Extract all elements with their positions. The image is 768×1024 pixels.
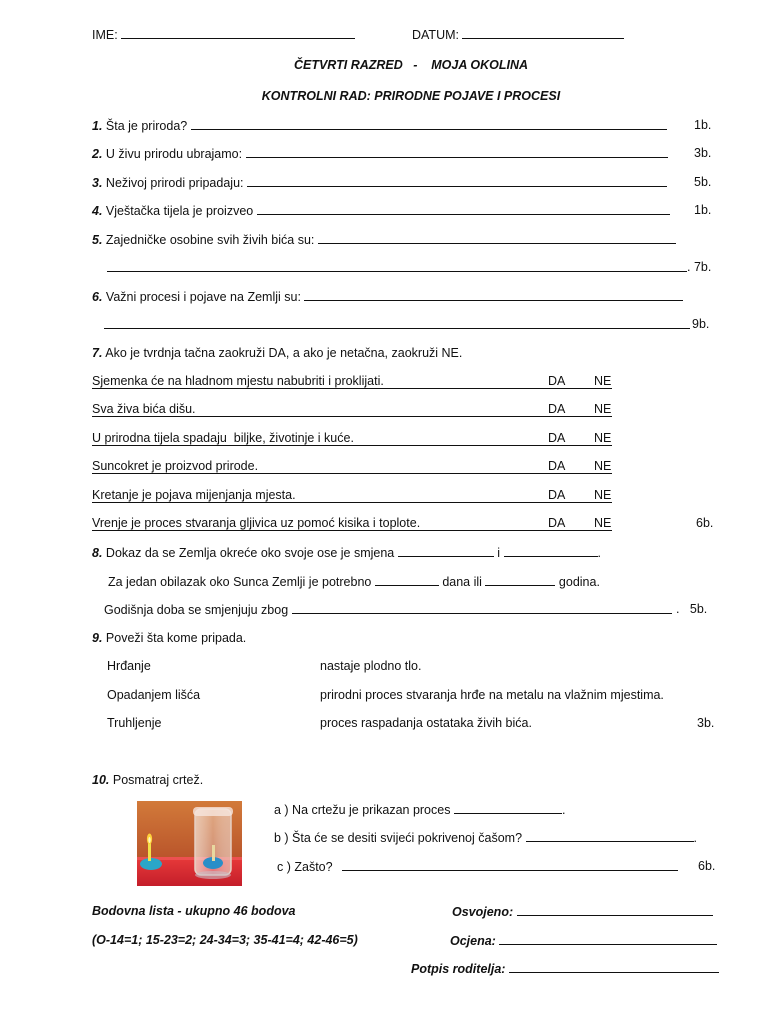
answer-field-8c[interactable] bbox=[375, 573, 439, 586]
no-option[interactable]: NE bbox=[594, 374, 612, 388]
answer-field-1[interactable] bbox=[191, 117, 667, 130]
score-title: Bodovna lista - ukupno 46 bodova bbox=[92, 904, 296, 918]
statement-1: Sjemenka će na hladnom mjestu nabubriti i proklijati. bbox=[92, 374, 384, 388]
answer-line-6b bbox=[104, 316, 690, 333]
statement-5: Kretanje je pojava mijenjanja mjesta. bbox=[92, 488, 296, 502]
question-text: . bbox=[561, 803, 566, 817]
no-option[interactable]: NE bbox=[594, 431, 612, 445]
question-number: 9. bbox=[92, 631, 103, 645]
question-8-line1 bbox=[92, 544, 601, 561]
points-2: 3b. bbox=[694, 146, 712, 160]
question-number: 10. bbox=[92, 773, 110, 787]
q10-c bbox=[277, 858, 678, 875]
answer-field-5b[interactable] bbox=[107, 259, 687, 272]
question-number: 2. bbox=[92, 147, 103, 161]
match-left-2[interactable]: Opadanjem lišća bbox=[107, 688, 201, 702]
question-number: 3. bbox=[92, 176, 103, 190]
question-text: Godišnja doba se smjenjuju zbog bbox=[104, 603, 289, 617]
question-text: i bbox=[497, 546, 501, 560]
question-number: 8. bbox=[92, 546, 103, 560]
question-10 bbox=[92, 772, 203, 788]
question-text: Šta je priroda? bbox=[105, 119, 188, 133]
statement-3: U prirodna tijela spadaju biljke, životinje i kuće. bbox=[92, 431, 354, 445]
name-label: IME: bbox=[92, 28, 118, 42]
question-4 bbox=[92, 202, 670, 219]
yes-option[interactable]: DA bbox=[548, 516, 566, 530]
answer-field-6a[interactable] bbox=[304, 288, 683, 301]
earned-row bbox=[452, 903, 713, 920]
yes-option[interactable]: DA bbox=[548, 488, 566, 502]
question-text: Dokaz da se Zemlja okreće oko svoje ose je smjena bbox=[105, 546, 395, 560]
answer-line-5b bbox=[107, 259, 687, 276]
earned-label: Osvojeno: bbox=[452, 905, 514, 919]
q10-a bbox=[274, 801, 565, 818]
question-7 bbox=[92, 345, 462, 361]
no-option[interactable]: NE bbox=[594, 516, 612, 530]
yes-option[interactable]: DA bbox=[548, 431, 566, 445]
match-right-3[interactable]: proces raspadanja ostataka živih bića. bbox=[320, 716, 532, 730]
signature-row bbox=[411, 960, 719, 977]
match-left-3[interactable]: Truhljenje bbox=[107, 716, 162, 730]
q10-b bbox=[274, 829, 697, 846]
earned-field[interactable] bbox=[517, 903, 713, 916]
points-1: 1b. bbox=[694, 118, 712, 132]
answer-field-8b[interactable] bbox=[504, 544, 598, 557]
question-5 bbox=[92, 231, 676, 248]
yes-option[interactable]: DA bbox=[548, 459, 566, 473]
answer-field-10a[interactable] bbox=[454, 801, 562, 814]
statement-2: Sva živa bića dišu. bbox=[92, 402, 196, 416]
match-right-2[interactable]: prirodni proces stvaranja hrđe na metalu na vlažnim mjestima. bbox=[320, 688, 664, 702]
question-number: 4. bbox=[92, 204, 103, 218]
question-text: . bbox=[693, 831, 697, 845]
test-title: KONTROLNI RAD: PRIRODNE POJAVE I PROCESI bbox=[261, 89, 561, 103]
date-row bbox=[412, 26, 624, 43]
question-1 bbox=[92, 117, 667, 134]
answer-field-8d[interactable] bbox=[485, 573, 555, 586]
points-6: 9b. bbox=[692, 317, 710, 331]
question-text: Za jedan obilazak oko Sunca Zemlji je potrebno bbox=[108, 575, 372, 589]
question-text: Važni procesi i pojave na Zemlji su: bbox=[105, 290, 301, 304]
question-8-line2 bbox=[108, 573, 600, 590]
points-4: 1b. bbox=[694, 203, 712, 217]
no-option[interactable]: NE bbox=[594, 488, 612, 502]
candle-jar-photo bbox=[137, 801, 242, 886]
question-number: 6. bbox=[92, 290, 103, 304]
grade-field[interactable] bbox=[499, 932, 717, 945]
statement-6: Vrenje je proces stvaranja gljivica uz pomoć kisika i toplote. bbox=[92, 516, 421, 530]
question-text: Zajedničke osobine svih živih bića su: bbox=[105, 233, 315, 247]
question-text: Ako je tvrdnja tačna zaokruži DA, a ako je netačna, zaokruži NE. bbox=[105, 346, 463, 360]
match-left-1[interactable]: Hrđanje bbox=[107, 659, 151, 673]
question-text: Vještačka tijela je proizveo bbox=[105, 204, 254, 218]
question-text: . bbox=[597, 546, 601, 560]
date-label: DATUM: bbox=[412, 28, 459, 42]
question-3 bbox=[92, 174, 667, 191]
question-8-line3 bbox=[104, 601, 672, 618]
points-3: 5b. bbox=[694, 175, 712, 189]
points-5: . 7b. bbox=[687, 260, 712, 274]
points-7: 6b. bbox=[696, 516, 714, 530]
question-text: b ) Šta će se desiti svijeći pokrivenoj čašom? bbox=[274, 831, 523, 845]
points-9: 3b. bbox=[697, 716, 715, 730]
statement-4: Suncokret je proizvod prirode. bbox=[92, 459, 259, 473]
question-6 bbox=[92, 288, 683, 305]
answer-field-4[interactable] bbox=[257, 202, 670, 215]
points-8: . 5b. bbox=[676, 602, 708, 616]
question-text: Posmatraj crtež. bbox=[112, 773, 204, 787]
answer-field-10c[interactable] bbox=[342, 858, 678, 871]
grade-line: ČETVRTI RAZRED - MOJA OKOLINA bbox=[293, 58, 529, 72]
question-text: Neživoj prirodi pripadaju: bbox=[105, 176, 244, 190]
answer-field-10b[interactable] bbox=[526, 829, 694, 842]
question-text: c ) Zašto? bbox=[277, 860, 333, 874]
date-field[interactable] bbox=[462, 26, 624, 39]
question-2 bbox=[92, 145, 668, 162]
points-10: 6b. bbox=[698, 859, 716, 873]
question-text: U živu prirodu ubrajamo: bbox=[105, 147, 243, 161]
answer-field-8e[interactable] bbox=[292, 601, 672, 614]
score-scale: (O-14=1; 15-23=2; 24-34=3; 35-41=4; 42-46=5) bbox=[92, 933, 358, 947]
question-text: godina. bbox=[558, 575, 600, 589]
yes-option[interactable]: DA bbox=[548, 402, 566, 416]
answer-field-6b[interactable] bbox=[104, 316, 690, 329]
no-option[interactable]: NE bbox=[594, 459, 612, 473]
question-9 bbox=[92, 630, 246, 646]
yes-option[interactable]: DA bbox=[548, 374, 566, 388]
grade-label: Ocjena: bbox=[450, 934, 496, 948]
question-text: Poveži šta kome pripada. bbox=[105, 631, 247, 645]
signature-label: Potpis roditelja: bbox=[411, 962, 506, 976]
name-field[interactable] bbox=[121, 26, 355, 39]
no-option[interactable]: NE bbox=[594, 402, 612, 416]
question-text: dana ili bbox=[442, 575, 482, 589]
answer-field-8a[interactable] bbox=[398, 544, 494, 557]
answer-field-2[interactable] bbox=[246, 145, 668, 158]
match-right-1[interactable]: nastaje plodno tlo. bbox=[320, 659, 422, 673]
grade-row bbox=[450, 932, 717, 949]
question-number: 5. bbox=[92, 233, 103, 247]
question-text: a ) Na crtežu je prikazan proces bbox=[274, 803, 451, 817]
answer-field-3[interactable] bbox=[247, 174, 667, 187]
name-row bbox=[92, 26, 355, 43]
answer-field-5a[interactable] bbox=[318, 231, 676, 244]
question-number: 7. bbox=[92, 346, 103, 360]
question-number: 1. bbox=[92, 119, 103, 133]
signature-field[interactable] bbox=[509, 960, 719, 973]
